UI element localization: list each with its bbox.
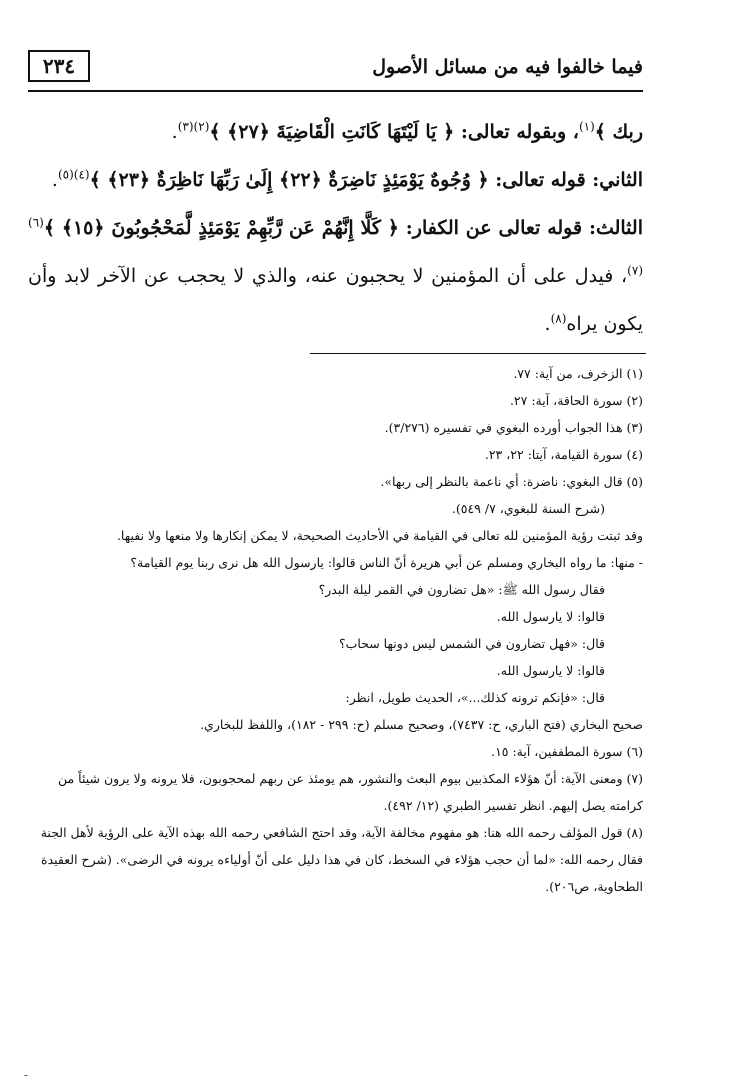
header-rule (28, 90, 643, 92)
footnote-ref: (٦)(٧) (28, 215, 643, 278)
footnote-8: (٨) قول المؤلف رحمه الله هنا: هو مفهوم مخالفة الآية، وقد احتج الشافعي رحمه الله بهذه الآية على الرؤية لأهل الجنة فقال رحمه الله: «لما أن حجب هؤلاء في السخط، كان في هذا دليل على أنّ أولياءه يرونه في الرضى». (شرح العقيدة الطحاوية، ص٢٠٦). (40, 825, 643, 894)
quran-quote: قوله تعالى: ﴿ وُجُوهٌ يَوْمَئِذٍ نَاضِرَةٌ ﴿٢٢﴾ إِلَىٰ رَبِّهَا نَاظِرَةٌ ﴿٢٣﴾ ﴾ (89, 169, 593, 191)
footnote-ref: (٨) (550, 311, 567, 326)
footnote-ref: (١) (578, 119, 595, 134)
footnote-5-hadith-line: قالوا: لا يارسول الله. (496, 609, 605, 624)
point-label: الثالث: (588, 217, 643, 239)
footnote-5-hadith-line: قال: «فإنكم ترونه كذلك...»، الحديث طويل، انظر: (345, 690, 605, 705)
footnote-5-hadith-line: قالوا: لا يارسول الله. (496, 663, 605, 678)
footnote-3: (٣) هذا الجواب أورده البغوي في تفسيره (٣/٢٧٦). (384, 420, 643, 435)
footnotes (28, 360, 643, 900)
footnote-ref: (٤)(٥) (57, 167, 90, 182)
footnote-2: (٢) سورة الحاقة، آية: ٢٧. (509, 393, 643, 408)
footnote-ref: (٢)(٣) (177, 119, 210, 134)
main-text (28, 108, 643, 348)
footnote-5-hadith: - منها: ما رواه البخاري ومسلم عن أبي هريرة أنّ الناس قالوا: يارسول الله هل نرى ربنا يوم القيامة؟ (130, 555, 643, 570)
footnote-4: (٤) سورة القيامة، آيتا: ٢٢، ٢٣. (484, 447, 643, 462)
point-label: الثاني: (592, 169, 643, 191)
page-number: ٢٣٤ (28, 50, 90, 82)
margin-mark: - (24, 1068, 29, 1082)
footnote-5: (٥) قال البغوي: ناضرة: أي ناعمة بالنظر إلى ربها». (380, 474, 643, 489)
quran-quote: قوله تعالى عن الكفار: ﴿ كَلَّا إِنَّهُمْ عَن رَّبِّهِمْ يَوْمَئِذٍ لَّمَحْجُوبُونَ ﴿١٥﴾ ﴾ (43, 217, 589, 239)
quote-end: ربك ﴾ (594, 121, 643, 143)
footnote-5-text: وقد ثبتت رؤية المؤمنين لله تعالى في القيامة في الأحاديث الصحيحة، لا يمكن إنكارها ولا منعها ولا نفيها. (116, 528, 643, 543)
page-header (28, 50, 643, 92)
body-text: ، فيدل على أن المؤمنين لا يحجبون عنه، والذي لا يحجب عن الآخر لابد وأن يكون يراه (28, 265, 643, 335)
footnote-rule (310, 353, 646, 354)
line-end: . (171, 121, 178, 143)
line-end: . (51, 169, 58, 191)
main-line-2 (28, 156, 643, 204)
quran-quote: ، وبقوله تعالى: ﴿ يَا لَيْتَهَا كَانَتِ الْقَاضِيَةَ ﴿٢٧﴾ ﴾ (209, 121, 579, 143)
footnote-1: (١) الزخرف، من آية: ٧٧. (513, 366, 643, 381)
footnote-5-hadith-line: قال: «فهل تضارون في الشمس ليس دونها سحاب؟ (338, 636, 605, 651)
footnote-5-hadith-line: فقال رسول الله ﷺ: «هل تضارون في القمر ليلة البدر؟ (318, 582, 605, 597)
footnote-7: (٧) ومعنى الآية: أنّ هؤلاء المكذبين بيوم البعث والنشور، هم يومئذ عن ربهم لمحجوبون، فلا يرونه ولا يرون شيئاً من كرامته يصل إليهم. انظر تفسير الطبري (١٢/ ٤٩٢). (58, 771, 643, 813)
footnote-5-citation: صحيح البخاري (فتح الباري، ح: ٧٤٣٧)، وصحيح مسلم (ح: ٢٩٩ - ١٨٢)، واللفظ للبخاري. (200, 717, 643, 732)
running-head: فيما خالفوا فيه من مسائل الأصول (372, 56, 643, 78)
main-para-3 (28, 204, 643, 348)
footnote-5-source: (شرح السنة للبغوي، ٧/ ٥٤٩). (451, 501, 605, 516)
main-line-1 (28, 108, 643, 156)
footnote-6: (٦) سورة المطففين، آية: ١٥. (491, 744, 643, 759)
line-end: . (544, 313, 551, 335)
